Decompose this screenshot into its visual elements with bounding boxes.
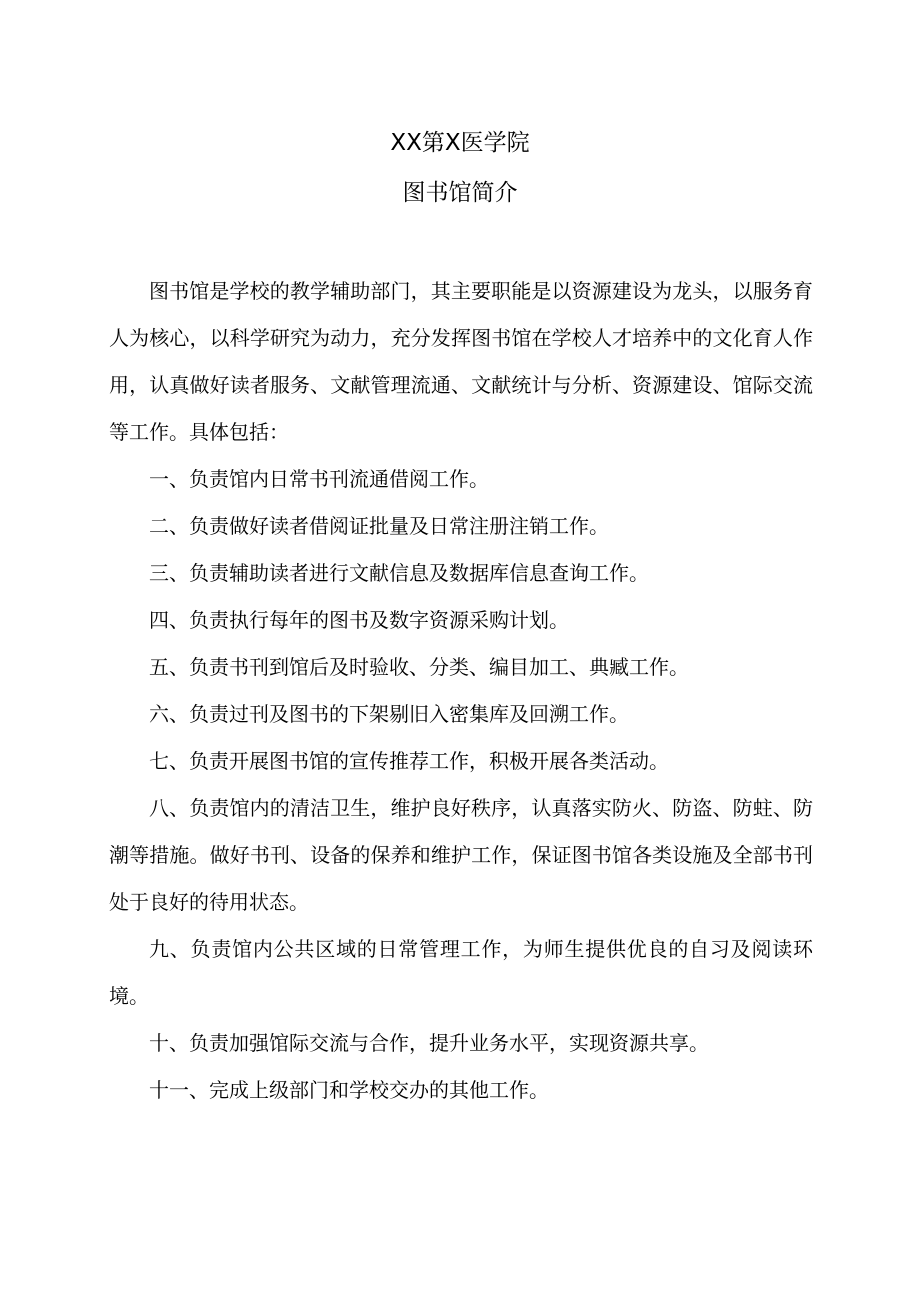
list-item: 二、负责做好读者借阅证批量及日常注册注销工作。 [149,514,609,538]
list-item: 十一、完成上级部门和学校交办的其他工作。 [149,1078,549,1102]
list-item: 四、负责执行每年的图书及数字资源采购计划。 [149,608,569,632]
document-subtitle: 图书馆简介 [402,180,518,206]
list-item: 八、负责馆内的清洁卫生，维护良好秩序，认真落实防火、防盗、防蛀、防潮等措施。做好书刊、设备的保养和维护工作，保证图书馆各类设施及全部书刊处于良好的待用状态。 [109,796,813,914]
list-item: 七、负责开展图书馆的宣传推荐工作，积极开展各类活动。 [149,749,669,773]
list-item: 六、负责过刊及图书的下架剔旧入密集库及回溯工作。 [149,702,629,726]
document-title: XX第X医学院 [390,130,530,156]
list-item: 五、负责书刊到馆后及时验收、分类、编目加工、典臧工作。 [149,655,689,679]
intro-paragraph: 图书馆是学校的教学辅助部门，其主要职能是以资源建设为龙头，以服务育人为核心，以科学研究为动力，充分发挥图书馆在学校人才培养中的文化育人作用，认真做好读者服务、文献管理流通、文献统计与分析、资源建设、馆际交流等工作。具体包括： [109,279,813,444]
list-item: 九、负责馆内公共区域的日常管理工作，为师生提供优良的自习及阅读环境。 [109,937,813,1008]
document-body [109,268,813,1114]
list-item: 十、负责加强馆际交流与合作，提升业务水平，实现资源共享。 [149,1031,709,1055]
list-item: 三、负责辅助读者进行文献信息及数据库信息查询工作。 [149,561,649,585]
list-item: 一、负责馆内日常书刊流通借阅工作。 [149,467,489,491]
